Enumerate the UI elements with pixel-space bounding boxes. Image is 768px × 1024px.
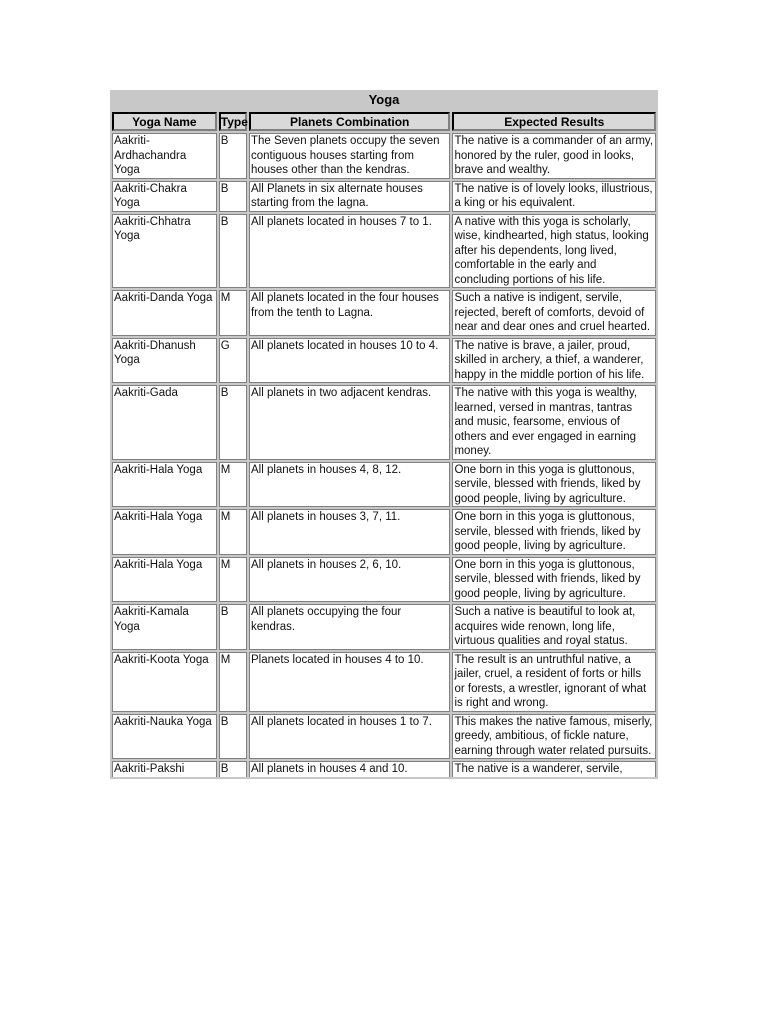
yoga-table: [110, 110, 658, 779]
cell-combination: All planets in houses 3, 7, 11.: [249, 509, 450, 555]
cell-yoga-name: Aakriti-Gada: [112, 385, 217, 460]
table-row: [112, 338, 656, 384]
cell-result: Such a native is indigent, servile, rejected, bereft of comforts, devoid of near and dear ones and cruel hearted.: [452, 290, 656, 336]
cell-yoga-name: Aakriti-Hala Yoga: [112, 557, 217, 603]
cell-yoga-name: Aakriti-Kamala Yoga: [112, 604, 217, 650]
cell-combination: All planets located in the four houses from the tenth to Lagna.: [249, 290, 450, 336]
cell-result: A native with this yoga is scholarly, wise, kindhearted, high status, looking after his dependents, long lived, comfortable in the early and concluding portions of his life.: [452, 214, 656, 289]
cell-result: The native is brave, a jailer, proud, skilled in archery, a thief, a wanderer, happy in the middle portion of his life.: [452, 338, 656, 384]
header-planets-combination: Planets Combination: [249, 112, 450, 131]
cell-combination: All planets located in houses 1 to 7.: [249, 714, 450, 760]
cell-combination: All planets occupying the four kendras.: [249, 604, 450, 650]
cell-type: M: [219, 509, 247, 555]
cell-type: B: [219, 214, 247, 289]
cell-type: G: [219, 338, 247, 384]
table-row: [112, 385, 656, 460]
cell-result: The native is a wanderer, servile,: [452, 761, 656, 777]
cell-yoga-name: Aakriti-Hala Yoga: [112, 509, 217, 555]
cell-type: B: [219, 604, 247, 650]
header-type: Type: [219, 112, 247, 131]
cell-result: One born in this yoga is gluttonous, servile, blessed with friends, liked by good people, living by agriculture.: [452, 557, 656, 603]
cell-result: This makes the native famous, miserly, greedy, ambitious, of fickle nature, earning through water related pursuits.: [452, 714, 656, 760]
cell-type: B: [219, 133, 247, 179]
cell-yoga-name: Aakriti-Danda Yoga: [112, 290, 217, 336]
cell-combination: All planets in two adjacent kendras.: [249, 385, 450, 460]
cell-combination: Planets located in houses 4 to 10.: [249, 652, 450, 712]
table-row: [112, 604, 656, 650]
table-row: [112, 557, 656, 603]
table-row: [112, 714, 656, 760]
header-expected-results: Expected Results: [452, 112, 656, 131]
cell-result: The native is a commander of an army, honored by the ruler, good in looks, brave and wealthy.: [452, 133, 656, 179]
table-row: [112, 290, 656, 336]
table-row: [112, 181, 656, 212]
cell-type: B: [219, 385, 247, 460]
cell-yoga-name: Aakriti-Nauka Yoga: [112, 714, 217, 760]
cell-result: One born in this yoga is gluttonous, servile, blessed with friends, liked by good people, living by agriculture.: [452, 509, 656, 555]
cell-yoga-name: Aakriti-Pakshi: [112, 761, 217, 777]
cell-type: B: [219, 181, 247, 212]
cell-yoga-name: Aakriti-Hala Yoga: [112, 462, 217, 508]
cell-combination: All planets in houses 4, 8, 12.: [249, 462, 450, 508]
table-title: Yoga: [110, 90, 658, 110]
cell-type: M: [219, 557, 247, 603]
cell-combination: The Seven planets occupy the seven contiguous houses starting from houses other than the kendras.: [249, 133, 450, 179]
table-row: [112, 509, 656, 555]
table-row: [112, 214, 656, 289]
cell-type: B: [219, 761, 247, 777]
table-row: [112, 133, 656, 179]
cell-yoga-name: Aakriti-Koota Yoga: [112, 652, 217, 712]
table-row: [112, 761, 656, 777]
cell-result: The native with this yoga is wealthy, learned, versed in mantras, tantras and music, fearsome, envious of others and ever engaged in earning money.: [452, 385, 656, 460]
cell-combination: All Planets in six alternate houses starting from the lagna.: [249, 181, 450, 212]
cell-type: M: [219, 462, 247, 508]
table-row: [112, 652, 656, 712]
cell-yoga-name: Aakriti-Chakra Yoga: [112, 181, 217, 212]
cell-type: B: [219, 714, 247, 760]
yoga-document: [110, 90, 658, 779]
header-yoga-name: Yoga Name: [112, 112, 217, 131]
header-row: [112, 112, 656, 131]
cell-combination: All planets located in houses 7 to 1.: [249, 214, 450, 289]
cell-result: The result is an untruthful native, a jailer, cruel, a resident of forts or hills or forests, a wrestler, ignorant of what is right and wrong.: [452, 652, 656, 712]
cell-type: M: [219, 290, 247, 336]
cell-result: One born in this yoga is gluttonous, servile, blessed with friends, liked by good people, living by agriculture.: [452, 462, 656, 508]
table-row: [112, 462, 656, 508]
cell-combination: All planets located in houses 10 to 4.: [249, 338, 450, 384]
cell-combination: All planets in houses 2, 6, 10.: [249, 557, 450, 603]
cell-yoga-name: Aakriti-Chhatra Yoga: [112, 214, 217, 289]
cell-yoga-name: Aakriti-Ardhachandra Yoga: [112, 133, 217, 179]
cell-type: M: [219, 652, 247, 712]
cell-combination: All planets in houses 4 and 10.: [249, 761, 450, 777]
cell-result: The native is of lovely looks, illustrious, a king or his equivalent.: [452, 181, 656, 212]
cell-yoga-name: Aakriti-Dhanush Yoga: [112, 338, 217, 384]
cell-result: Such a native is beautiful to look at, acquires wide renown, long life, virtuous qualities and royal status.: [452, 604, 656, 650]
